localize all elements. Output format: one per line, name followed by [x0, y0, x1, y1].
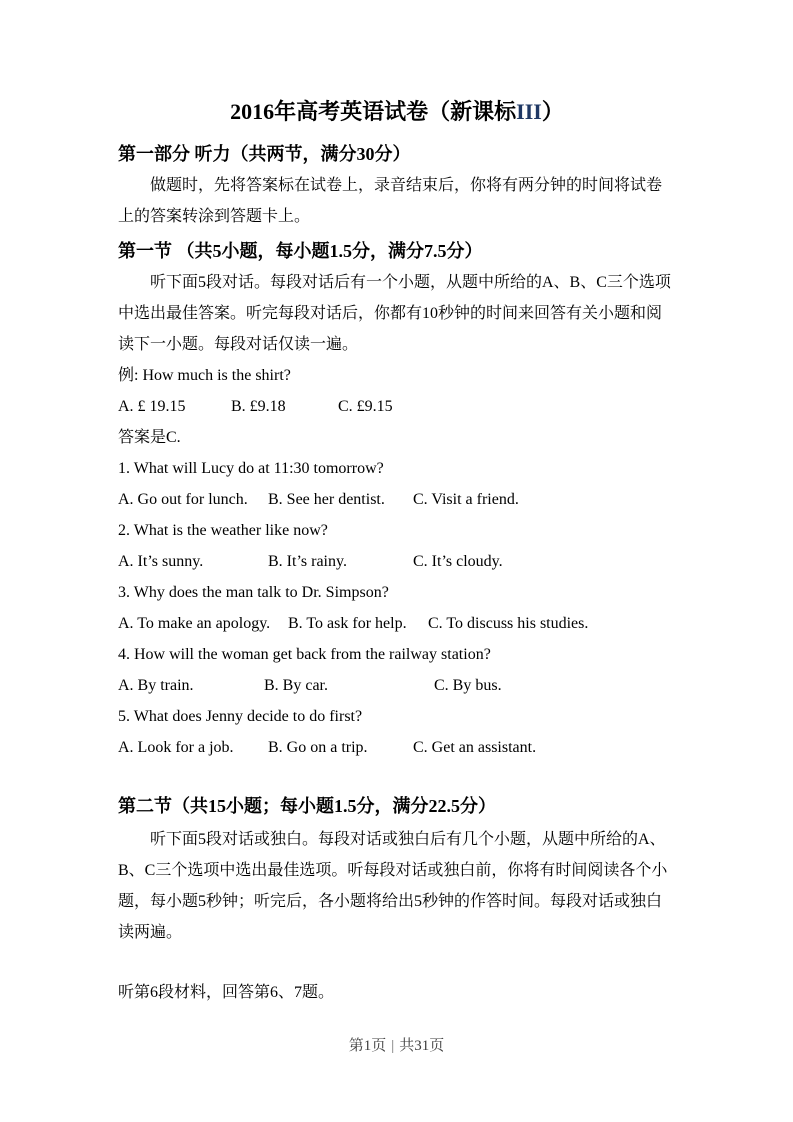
- options-row: [118, 608, 676, 639]
- question-block: [118, 701, 676, 763]
- section2-instruction-line: 题，每小题5秒钟；听完后，各小题将给出5秒钟的作答时间。每段对话或独白: [118, 893, 663, 910]
- footer-divider: |: [391, 1038, 395, 1054]
- question-text: 3. Why does the man talk to Dr. Simpson?: [118, 584, 389, 601]
- option-b: B. Go on a trip.: [268, 739, 368, 756]
- question-text: 2. What is the weather like now?: [118, 522, 328, 539]
- option-c: C. It’s cloudy.: [413, 553, 503, 570]
- section2-instruction-line: B、C三个选项中选出最佳选项。听每段对话或独白前，你将有时间阅读各个小: [118, 862, 668, 879]
- page-footer: [0, 1036, 793, 1056]
- section2-instruction-line: 听下面5段对话或独白。每段对话或独白后有几个小题，从题中所给的A、: [150, 831, 666, 848]
- section2-instruction-line: 读两遍。: [118, 924, 183, 941]
- question-text: 1. What will Lucy do at 11:30 tomorrow?: [118, 460, 384, 477]
- example-block: [118, 360, 676, 453]
- example-option-a: A. £ 19.15: [118, 398, 186, 415]
- question-block: [118, 577, 676, 639]
- option-c: C. Get an assistant.: [413, 739, 537, 756]
- options-row: [118, 546, 676, 577]
- page-number: 第1页: [348, 1038, 387, 1054]
- section1-instruction-line: 读下一小题。每段对话仅读一遍。: [118, 336, 359, 353]
- section1-heading: 第一节 （共5小题，每小题1.5分，满分7.5分）: [118, 241, 483, 261]
- question-text: 5. What does Jenny decide to do first?: [118, 708, 363, 725]
- page-content: [118, 0, 676, 1008]
- part1-intro-line: 做题时，先将答案标在试卷上，录音结束后，你将有两分钟的时间将试卷: [150, 177, 663, 194]
- option-a: A. It’s sunny.: [118, 553, 204, 570]
- option-a: A. Look for a job.: [118, 739, 234, 756]
- example-options-row: [118, 391, 676, 422]
- question-text: 4. How will the woman get back from the railway station?: [118, 646, 491, 663]
- page-title-suffix: ）: [541, 99, 564, 124]
- part1-intro-line: 上的答案转涂到答题卡上。: [118, 208, 311, 225]
- options-row: [118, 732, 676, 763]
- example-answer: 答案是C.: [118, 429, 181, 446]
- options-row: [118, 484, 676, 515]
- part1-intro-paragraph: [118, 170, 676, 232]
- section1-instructions: [118, 267, 676, 360]
- option-c: C. By bus.: [434, 677, 502, 694]
- option-c: C. Visit a friend.: [413, 491, 519, 508]
- section1-instruction-line: 听下面5段对话。每段对话后有一个小题，从题中所给的A、B、C三个选项: [150, 274, 671, 291]
- question-block: [118, 453, 676, 515]
- question-block: [118, 639, 676, 701]
- section2-instructions: [118, 824, 676, 948]
- page-total: 共31页: [399, 1038, 445, 1054]
- section1-instruction-line: 中选出最佳答案。听完每段对话后，你都有10秒钟的时间来回答有关小题和阅: [118, 305, 663, 322]
- page-title: [118, 97, 676, 127]
- option-b: B. See her dentist.: [268, 491, 385, 508]
- options-row: [118, 670, 676, 701]
- example-option-b: B. £9.18: [231, 398, 286, 415]
- option-c: C. To discuss his studies.: [428, 615, 589, 632]
- example-question: 例: How much is the shirt?: [118, 367, 291, 384]
- page-title-text: 2016年高考英语试卷（新课标: [230, 99, 517, 124]
- example-option-c: C. £9.15: [338, 398, 393, 415]
- option-a: A. By train.: [118, 677, 194, 694]
- page-title-roman-numeral: III: [516, 99, 542, 124]
- section2-heading: 第二节（共15小题；每小题1.5分，满分22.5分）: [118, 796, 496, 816]
- option-b: B. To ask for help.: [288, 615, 407, 632]
- option-a: A. Go out for lunch.: [118, 491, 248, 508]
- option-b: B. It’s rainy.: [268, 553, 347, 570]
- part1-heading: 第一部分 听力（共两节，满分30分）: [118, 144, 411, 164]
- question-block: [118, 515, 676, 577]
- option-b: B. By car.: [264, 677, 328, 694]
- option-a: A. To make an apology.: [118, 615, 271, 632]
- material-note: 听第6段材料，回答第6、7题。: [118, 984, 335, 1001]
